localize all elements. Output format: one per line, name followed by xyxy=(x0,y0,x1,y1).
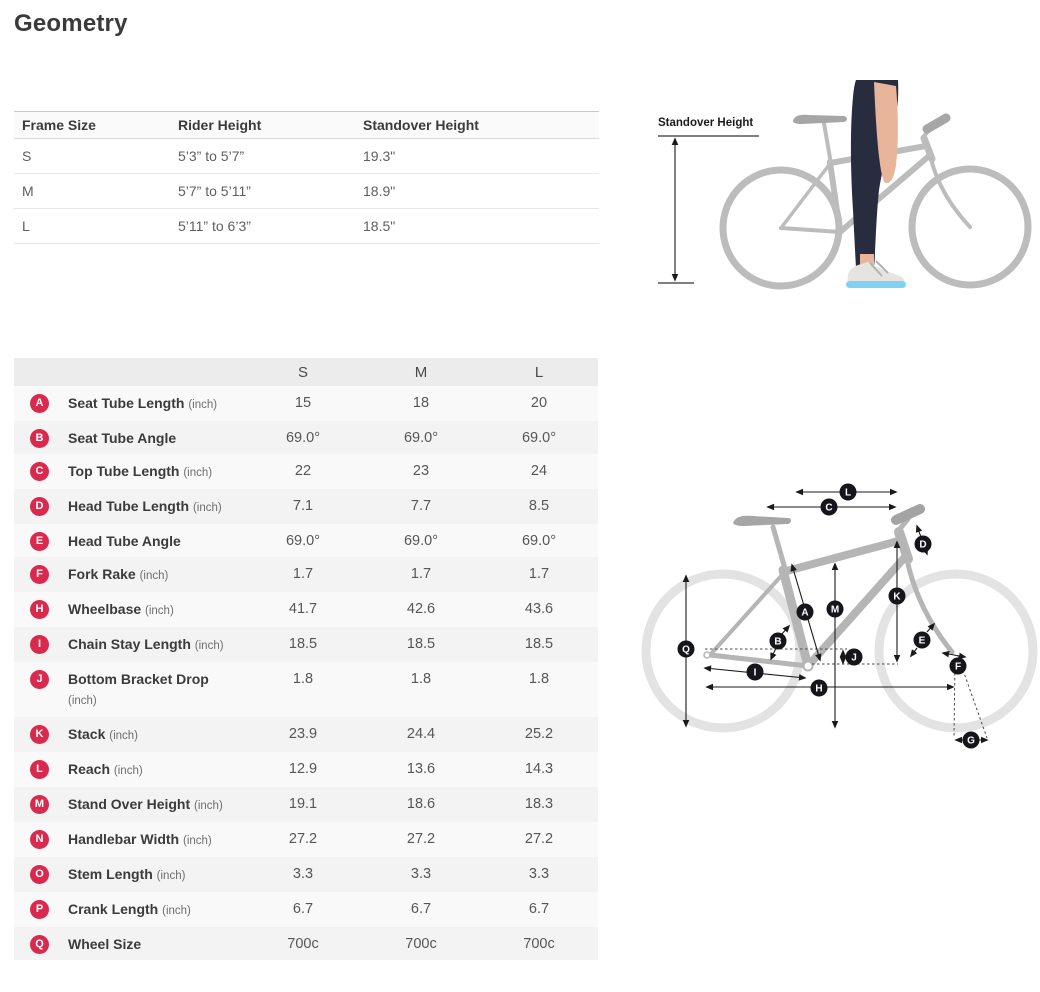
letter-cell xyxy=(14,822,68,857)
measurement-unit: (inch) xyxy=(183,835,212,847)
value-cell-s: 1.7 xyxy=(292,566,314,582)
measurement-name: Stand Over Height xyxy=(68,796,191,812)
geometry-row xyxy=(14,822,598,857)
handlebar-grip xyxy=(896,509,920,520)
measurement-unit: (inch) xyxy=(188,399,218,411)
frame-size-row xyxy=(14,209,599,244)
value-cell-s: 18.5 xyxy=(288,636,318,652)
letter-cell xyxy=(14,662,68,717)
diagram-marker-letter: L xyxy=(844,487,852,499)
letter-badge: J xyxy=(30,670,49,689)
geometry-row xyxy=(14,557,598,592)
letter-cell xyxy=(14,557,68,592)
letter-cell xyxy=(14,752,68,787)
frame-size-header-row xyxy=(14,112,599,139)
value-cell-l: 18.3 xyxy=(524,796,554,812)
value-cell-l: 1.7 xyxy=(528,566,550,582)
value-cell-m: 13.6 xyxy=(406,761,436,777)
frame-size-row xyxy=(14,139,599,174)
diagram-marker-letter: J xyxy=(851,652,857,664)
measurement-name: Seat Tube Length xyxy=(68,395,185,411)
measurement-name: Bottom Bracket Drop xyxy=(68,671,209,687)
measurement-unit: (inch) xyxy=(139,570,169,582)
value-cell-l: 43.6 xyxy=(524,601,554,617)
value-cell-m: 24.4 xyxy=(406,726,436,742)
measurement-name-cell xyxy=(68,662,244,717)
value-cell-l: 69.0° xyxy=(521,430,557,446)
geometry-row xyxy=(14,857,598,892)
letter-badge: A xyxy=(30,394,49,413)
value-cell-m: 7.7 xyxy=(410,498,432,514)
standover-figure xyxy=(648,70,1040,305)
letter-badge: K xyxy=(30,725,49,744)
value-cell-l: 24 xyxy=(530,463,548,479)
value-cell-m: 1.8 xyxy=(410,671,432,687)
page-title: Geometry xyxy=(14,10,128,37)
value-cell-m: 23 xyxy=(412,463,430,479)
value-cell-m: 18 xyxy=(412,395,430,411)
shoe-sole xyxy=(846,281,906,288)
standover-cell: 19.3" xyxy=(355,139,599,174)
value-cell-m: 18.6 xyxy=(406,796,436,812)
letter-cell xyxy=(14,421,68,454)
measurement-unit: (inch) xyxy=(192,502,222,514)
saddle xyxy=(733,516,791,526)
measurement-name: Head Tube Length xyxy=(68,498,190,514)
size-l-header: L xyxy=(480,358,598,386)
geometry-row xyxy=(14,454,598,489)
value-cell-l: 3.3 xyxy=(528,866,550,882)
letter-cell xyxy=(14,857,68,892)
measurement-name: Stem Length xyxy=(68,866,153,882)
letter-badge: N xyxy=(30,830,49,849)
value-cell-s: 27.2 xyxy=(288,831,318,847)
geometry-row xyxy=(14,752,598,787)
geometry-row xyxy=(14,386,598,421)
value-cell-l: 20 xyxy=(530,395,548,411)
measurement-name: Stack xyxy=(68,726,106,742)
measurement-name-cell xyxy=(68,524,244,557)
value-cell-m: 1.7 xyxy=(410,566,432,582)
measurement-name-cell xyxy=(68,557,244,592)
value-cell-l: 25.2 xyxy=(524,726,554,742)
letter-badge: O xyxy=(30,865,49,884)
letter-badge: I xyxy=(30,635,49,654)
standover-cell: 18.5" xyxy=(355,209,599,244)
diagram-marker-letter: G xyxy=(967,735,975,747)
chain-stay xyxy=(710,655,808,666)
rear-wheel xyxy=(646,574,800,728)
measurement-name: Head Tube Angle xyxy=(68,533,181,549)
value-cell-s: 7.1 xyxy=(292,498,314,514)
letter-badge: H xyxy=(30,600,49,619)
value-cell-l: 69.0° xyxy=(521,533,557,549)
letter-cell xyxy=(14,717,68,752)
letter-cell xyxy=(14,489,68,524)
letter-cell xyxy=(14,892,68,927)
value-cell-l: 18.5 xyxy=(524,636,554,652)
geometry-diagram xyxy=(640,470,1040,760)
rider-height-header: Rider Height xyxy=(170,112,355,139)
value-cell-s: 69.0° xyxy=(285,430,321,446)
diagram-marker-letter: A xyxy=(801,607,809,619)
measurement-unit: (inch) xyxy=(113,765,143,777)
letter-badge: L xyxy=(30,760,49,779)
value-cell-l: 6.7 xyxy=(528,901,550,917)
value-cell-s: 6.7 xyxy=(292,901,314,917)
top-tube xyxy=(783,540,902,572)
letter-badge: F xyxy=(30,565,49,584)
handlebar-grip xyxy=(927,118,946,129)
letter-badge: C xyxy=(30,462,49,481)
geometry-row xyxy=(14,787,598,822)
measurement-unit: (inch) xyxy=(145,605,174,617)
letter-cell xyxy=(14,524,68,557)
geometry-row xyxy=(14,927,598,960)
letter-cell xyxy=(14,927,68,960)
letter-cell xyxy=(14,454,68,489)
letter-cell xyxy=(14,787,68,822)
measurement-name: Top Tube Length xyxy=(68,463,180,479)
value-cell-l: 27.2 xyxy=(524,831,554,847)
frame-size-header: Frame Size xyxy=(14,112,170,139)
geometry-row xyxy=(14,524,598,557)
diagram-marker-letter: M xyxy=(830,604,840,616)
saddle xyxy=(793,115,847,124)
value-cell-s: 1.8 xyxy=(292,671,314,687)
value-cell-m: 27.2 xyxy=(406,831,436,847)
seat-angle-arrow-down xyxy=(771,648,776,659)
geometry-table xyxy=(14,358,598,960)
diagram-marker-letter: H xyxy=(815,683,823,695)
diagram-markers xyxy=(678,484,980,749)
letter-cell xyxy=(14,386,68,421)
frame-size-cell: M xyxy=(14,174,170,209)
standover-label: Standover Height xyxy=(658,117,754,129)
measurement-name-cell xyxy=(68,857,244,892)
measurement-name: Fork Rake xyxy=(68,566,136,582)
rider-height-cell: 5’7” to 5’11” xyxy=(170,174,355,209)
geometry-row xyxy=(14,627,598,662)
frame-size-cell: S xyxy=(14,139,170,174)
measurement-name-cell xyxy=(68,627,244,662)
measurement-unit: (inch) xyxy=(162,905,191,917)
size-s-header: S xyxy=(244,358,362,386)
value-cell-m: 42.6 xyxy=(406,601,436,617)
measurement-name: Handlebar Width xyxy=(68,831,180,847)
measurement-unit: (inch) xyxy=(68,695,97,707)
letter-badge: E xyxy=(30,532,49,551)
geometry-row xyxy=(14,892,598,927)
value-cell-s: 41.7 xyxy=(288,601,318,617)
rider-height-cell: 5’3” to 5’7” xyxy=(170,139,355,174)
measurement-name: Reach xyxy=(68,761,111,777)
measurement-name-cell xyxy=(68,787,244,822)
rider-height-cell: 5’11” to 6’3” xyxy=(170,209,355,244)
geometry-header-row xyxy=(14,358,598,386)
bottom-bracket xyxy=(804,662,813,671)
rear-dropout xyxy=(704,652,710,658)
geometry-row xyxy=(14,421,598,454)
value-cell-l: 1.8 xyxy=(528,671,550,687)
measurement-name-cell xyxy=(68,454,244,489)
standover-cell: 18.9" xyxy=(355,174,599,209)
diagram-bike xyxy=(646,509,1033,728)
standover-height-header: Standover Height xyxy=(355,112,599,139)
diagram-marker-letter: D xyxy=(919,539,927,551)
value-cell-s: 19.1 xyxy=(288,796,318,812)
diagram-marker-letter: K xyxy=(893,591,901,603)
value-cell-s: 700c xyxy=(287,936,319,952)
fork-rake-arrow xyxy=(943,653,965,657)
measurement-unit: (inch) xyxy=(194,640,224,652)
measurement-name-cell xyxy=(68,752,244,787)
diagram-marker-letter: F xyxy=(954,661,962,673)
value-cell-m: 6.7 xyxy=(410,901,432,917)
letter-badge: B xyxy=(30,429,49,448)
value-cell-s: 22 xyxy=(294,463,312,479)
measurement-name: Wheelbase xyxy=(68,601,142,617)
diagram-marker-letter: I xyxy=(753,667,757,679)
measurement-name-cell xyxy=(68,892,244,927)
letter-badge: M xyxy=(30,795,49,814)
geometry-row xyxy=(14,717,598,752)
measurement-name-cell xyxy=(68,822,244,857)
geometry-row xyxy=(14,662,598,717)
measurement-name-cell xyxy=(68,717,244,752)
value-cell-l: 700c xyxy=(523,936,555,952)
measurement-unit: (inch) xyxy=(183,467,213,479)
measurement-unit: (inch) xyxy=(156,870,186,882)
value-cell-s: 69.0° xyxy=(285,533,321,549)
value-cell-s: 3.3 xyxy=(292,866,314,882)
measurement-name: Crank Length xyxy=(68,901,159,917)
measurement-name-cell xyxy=(68,927,244,960)
value-cell-s: 15 xyxy=(294,395,312,411)
measurement-name: Wheel Size xyxy=(68,936,142,952)
geometry-row xyxy=(14,489,598,524)
value-cell-l: 14.3 xyxy=(524,761,554,777)
head-angle-arrow-down xyxy=(911,648,917,656)
letter-cell xyxy=(14,592,68,627)
seat-post xyxy=(773,527,786,572)
value-cell-m: 69.0° xyxy=(403,533,439,549)
value-cell-m: 69.0° xyxy=(403,430,439,446)
value-cell-m: 700c xyxy=(405,936,437,952)
measurement-name-cell xyxy=(68,421,244,454)
measurement-unit: (inch) xyxy=(194,800,223,812)
value-cell-s: 23.9 xyxy=(288,726,318,742)
measurement-unit: (inch) xyxy=(109,730,139,742)
letter-cell xyxy=(14,627,68,662)
frame-size-table xyxy=(14,111,599,244)
measurement-name-cell xyxy=(68,592,244,627)
measurement-name-cell xyxy=(68,386,244,421)
diagram-marker-letter: B xyxy=(774,636,782,648)
geometry-row xyxy=(14,592,598,627)
value-cell-m: 3.3 xyxy=(410,866,432,882)
standover-measure xyxy=(658,117,759,283)
measurement-name: Chain Stay Length xyxy=(68,636,191,652)
measurement-name-cell xyxy=(68,489,244,524)
frame-size-cell: L xyxy=(14,209,170,244)
value-cell-s: 12.9 xyxy=(288,761,318,777)
size-m-header: M xyxy=(362,358,480,386)
value-cell-m: 18.5 xyxy=(406,636,436,652)
measurement-name: Seat Tube Angle xyxy=(68,430,177,446)
diagram-marker-letter: C xyxy=(825,502,833,514)
diagram-marker-letter: E xyxy=(918,635,926,647)
letter-badge: P xyxy=(30,900,49,919)
letter-badge: D xyxy=(30,497,49,516)
diagram-marker-letter: Q xyxy=(682,644,690,656)
value-cell-l: 8.5 xyxy=(528,498,550,514)
frame-size-row xyxy=(14,174,599,209)
letter-badge: Q xyxy=(30,935,49,954)
